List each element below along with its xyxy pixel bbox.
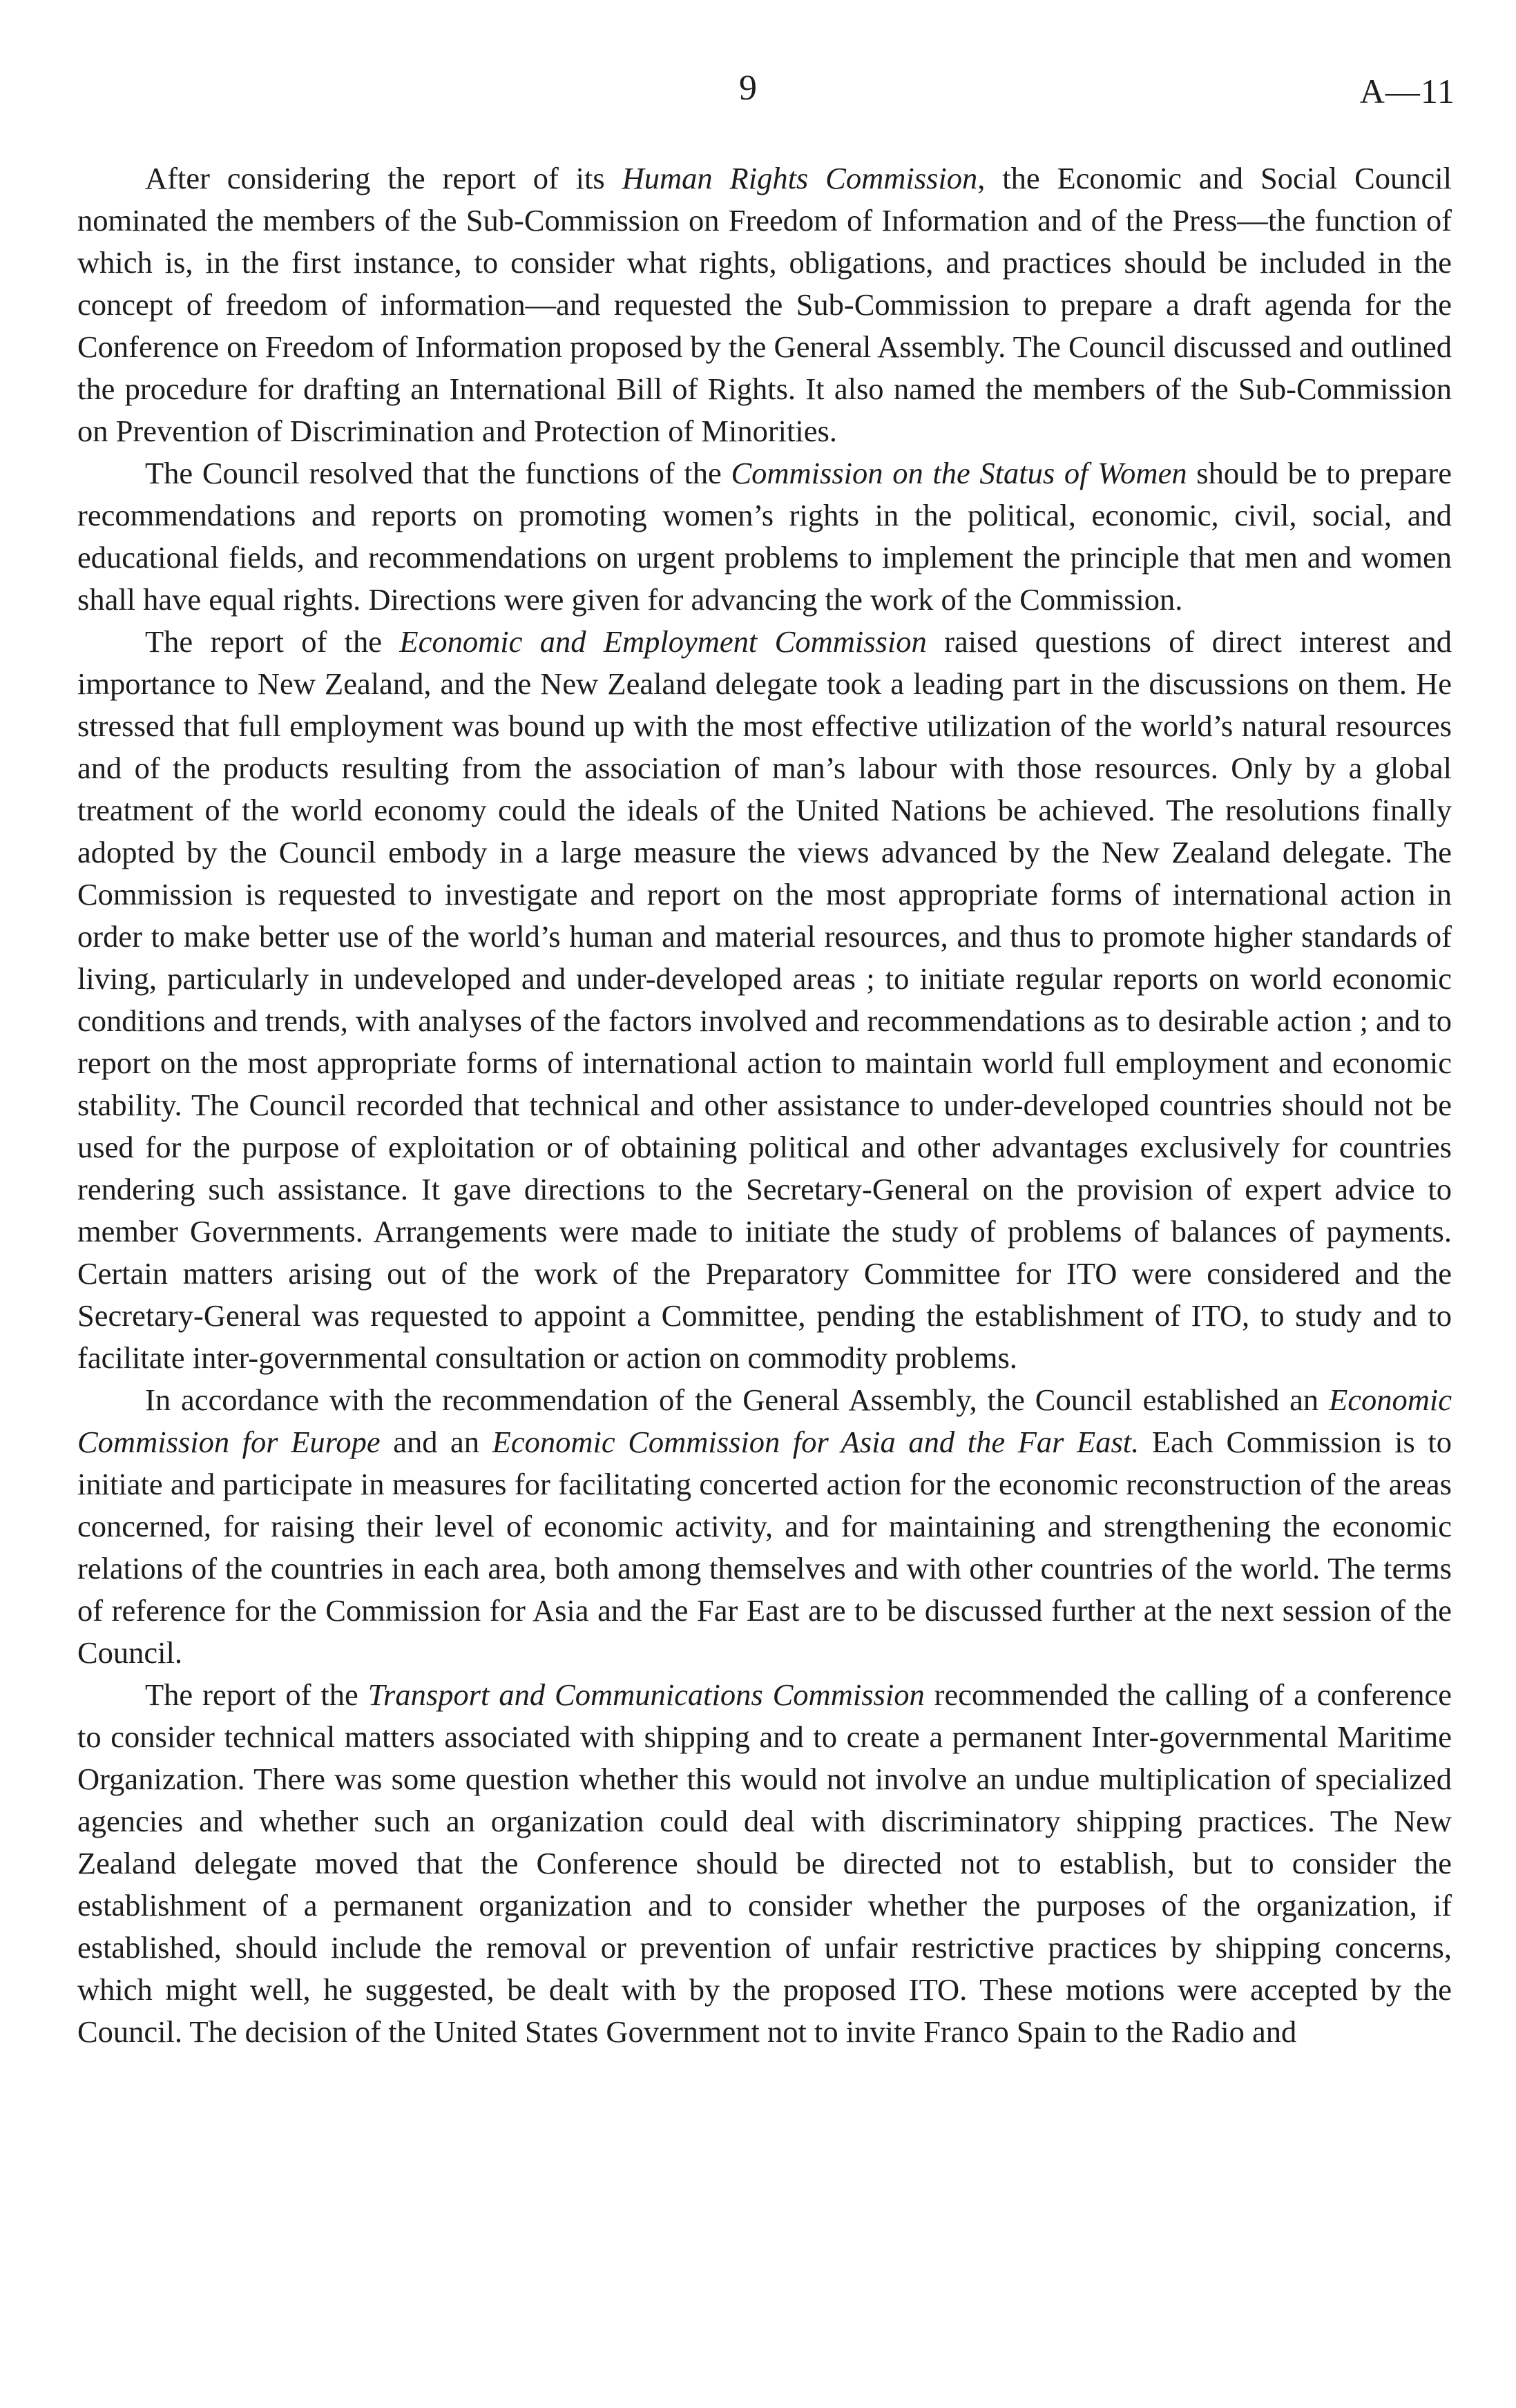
italic-run: Economic and Employment Commission bbox=[399, 624, 927, 659]
text-run: The report of the bbox=[145, 1677, 368, 1712]
body-text bbox=[77, 157, 1452, 2053]
paragraph-regional-commissions bbox=[77, 1379, 1452, 1674]
page-number: 9 bbox=[739, 68, 757, 108]
italic-run: Commission on the Status of Women bbox=[731, 456, 1187, 490]
italic-run: Economic Commission for Asia and the Far East. bbox=[492, 1425, 1140, 1459]
italic-run: Economic Commission for Europe bbox=[77, 1383, 1452, 1459]
italic-run: Transport and Communications Commission bbox=[367, 1677, 925, 1712]
paragraph-status-of-women bbox=[77, 452, 1452, 621]
text-run: and an bbox=[380, 1425, 492, 1459]
paragraph-economic-employment bbox=[77, 621, 1452, 1379]
paragraph-transport-communications bbox=[77, 1674, 1452, 2053]
text-run: After considering the report of its bbox=[145, 161, 622, 195]
paragraph-human-rights bbox=[77, 157, 1452, 452]
text-run: should be to prepare recommendations and reports on promoting women’s rights in the political, economic, civil, social, and educational fields, and recommendations on urgent problems to implement the principle that men and women shall have equal rights. Directions were given for advancing the work of the Commission. bbox=[77, 456, 1452, 617]
text-run: Each Commission is to initiate and participate in measures for facilitating concerted action for the economic reconstruction of the areas concerned, for raising their level of economic activity, and for maintaining and strengthening the economic relations of the countries in each area, both among themselves and with other countries of the world. The terms of reference for the Commission for Asia and the Far East are to be discussed further at the next session of the Council. bbox=[77, 1425, 1452, 1670]
text-run: raised questions of direct interest and importance to New Zealand, and the New Zealand delegate took a leading part in the discussions on them. He stressed that full employment was bound up with the most effective utilization of the world’s natural resources and of the products resulting from the association of man’s labour with those resources. Only by a global treatment of the world economy could the ideals of the United Nations be achieved. The resolutions finally adopted by the Council embody in a large measure the views advanced by the New Zealand delegate. The Commission is requested to investigate and report on the most appropriate forms of international action in order to make better use of the world’s human and material resources, and thus to promote higher standards of living, particularly in undeveloped and under-developed areas ; to initiate regular reports on world economic conditions and trends, with analyses of the factors involved and recommendations as to desirable action ; and to report on the most appropriate forms of international action to maintain world full employment and economic stability. The Council recorded that technical and other assistance to under-developed countries should not be used for the purpose of exploitation or of obtaining political and other advantages exclusively for countries rendering such assistance. It gave directions to the Secretary-General on the provision of expert advice to member Governments. Arrangements were made to initiate the study of problems of balances of payments. Certain matters arising out of the work of the Preparatory Committee for ITO were considered and the Secretary-General was requested to appoint a Committee, pending the establishment of ITO, to study and to facilitate inter-governmental consultation or action on commodity problems. bbox=[77, 624, 1452, 1375]
page-reference: A—11 bbox=[1359, 72, 1455, 110]
text-run: , the Economic and Social Council nominated the members of the Sub-Commission on Freedom of Information and of the Press—the function of which is, in the first instance, to consider what rights, obligations, and practices should be included in the concept of freedom of information—and requested the Sub-Commission to prepare a draft agenda for the Conference on Freedom of Information proposed by the General Assembly. The Council discussed and outlined the procedure for drafting an International Bill of Rights. It also named the members of the Sub-Commission on Prevention of Discrimination and Protection of Minorities. bbox=[77, 161, 1452, 448]
text-run: The Council resolved that the functions of the bbox=[145, 456, 731, 490]
italic-run: Human Rights Commission bbox=[622, 161, 978, 195]
text-run: recommended the calling of a conference to consider technical matters associated with shipping and to create a permanent Inter-governmental Maritime Organization. There was some question whether this would not involve an undue multiplication of specialized agencies and whether such an organization could deal with discriminatory shipping practices. The New Zealand delegate moved that the Conference should be directed not to establish, but to consider the establishment of a permanent organization and to consider whether the purposes of the organization, if established, should include the removal or prevention of unfair restrictive practices by shipping concerns, which might well, he suggested, be dealt with by the proposed ITO. These motions were accepted by the Council. The decision of the United States Government not to invite Franco Spain to the Radio and bbox=[77, 1677, 1452, 2049]
text-run: The report of the bbox=[145, 624, 400, 659]
text-run: In accordance with the recommendation of the General Assembly, the Council established an bbox=[145, 1383, 1330, 1417]
